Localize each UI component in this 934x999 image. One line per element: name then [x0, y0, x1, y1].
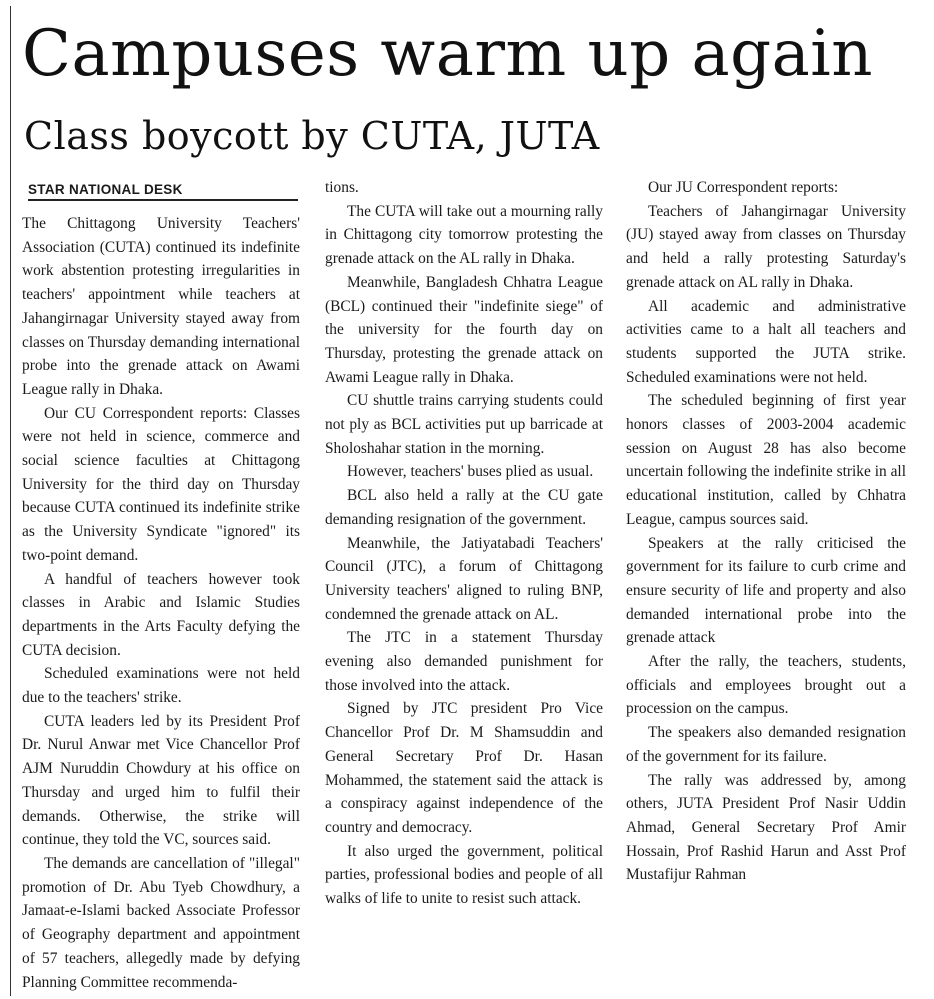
left-column-rule: [10, 6, 11, 996]
paragraph: Speakers at the rally criticised the government for its failure to curb crime and ensure security of life and property and also demanded international probe into the grenade attack: [626, 534, 906, 647]
paragraph: Teachers of Jahangirnagar University (JU) stayed away from classes on Thursday and held a rally protesting Saturday's grenade attack on AL rally in Dhaka.: [626, 202, 906, 291]
paragraph: The rally was addressed by, among others, JUTA President Prof Nasir Uddin Ahmad, General Secretary Prof Amir Hossain, Prof Rashid Harun and Asst Prof Mustafijur Rahman: [626, 771, 906, 884]
paragraph: BCL also held a rally at the CU gate demanding resignation of the government.: [325, 487, 603, 528]
paragraph: The CUTA will take out a mourning rally in Chittagong city tomorrow protesting the grenade attack on the AL rally in Dhaka.: [325, 202, 603, 268]
paragraph: All academic and administrative activities came to a halt all teachers and students supported the JUTA strike. Scheduled examinations were not held.: [626, 297, 906, 386]
paragraph: Scheduled examinations were not held due to the teachers' strike.: [22, 665, 300, 707]
paragraph: Signed by JTC president Pro Vice Chancellor Prof Dr. M Shamsuddin and General Secretary Prof Dr. Hasan Mohammed, the statement said the attack is a conspiracy against independence of the country and democracy.: [325, 700, 603, 836]
subheadline: Class boycott by CUTA, JUTA: [24, 114, 600, 158]
paragraph: CU shuttle trains carrying students could not ply as BCL activities put up barricade at Sholoshahar station in the morning.: [325, 392, 603, 457]
paragraph: The speakers also demanded resignation of the government for its failure.: [626, 724, 906, 765]
paragraph: However, teachers' buses plied as usual.: [347, 463, 594, 481]
paragraph: A handful of teachers however took classes in Arabic and Islamic Studies departments in the Arts Faculty defying the CUTA decision.: [22, 570, 300, 659]
paragraph: It also urged the government, political parties, professional bodies and people of all walks of life to unite to resist such attack.: [325, 842, 603, 908]
paragraph: The demands are cancellation of "illegal" promotion of Dr. Abu Tyeb Chowdhury, a Jamaat-e-Islami backed Associate Professor of Geography department and appointment of 57 teachers, allegedly made by defying Planning Committee recommenda-: [22, 854, 300, 991]
paragraph: Meanwhile, the Jatiyatabadi Teachers' Council (JTC), a forum of Chittagong University teachers' aligned to ruling BNP, condemned the grenade attack on AL.: [325, 534, 603, 623]
headline: Campuses warm up again: [22, 17, 873, 91]
paragraph: The scheduled beginning of first year honors classes of 2003-2004 academic session on August 28 has also become uncertain following the indefinite strike in all educational institution, called by Chhatra League, campus sources said.: [626, 392, 906, 528]
paragraph: CUTA leaders led by its President Prof Dr. Nurul Anwar met Vice Chancellor Prof AJM Nuruddin Chowdury at his office on Thursday and urged him to fulfil their demands. Otherwise, the strike will continue, they told the VC, sources said.: [22, 712, 300, 849]
paragraph: Meanwhile, Bangladesh Chhatra League (BCL) continued their "indefinite siege" of the university for the fourth day on Thursday, protesting the grenade attack on Awami League rally in Dhaka.: [325, 273, 603, 386]
paragraph: The Chittagong University Teachers' Association (CUTA) continued its indefinite work abstention protesting irregularities in teachers' appointment while teachers at Jahangirnagar University stayed away from classes on Thursday demanding international probe into the grenade attack on Awami League rally in Dhaka.: [22, 215, 300, 398]
paragraph: The JTC in a statement Thursday evening also demanded punishment for those involved into the attack.: [325, 629, 603, 694]
paragraph: tions.: [325, 179, 359, 196]
article-column-2: [325, 176, 603, 911]
paragraph: Our CU Correspondent reports: Classes were not held in science, commerce and social science faculties at Chittagong University for the third day on Thursday because CUTA continued its indefinite strike as the University Syndicate "ignored" its two-point demand.: [22, 404, 300, 564]
paragraph: Our JU Correspondent reports:: [648, 179, 839, 196]
byline: STAR NATIONAL DESK: [28, 182, 298, 201]
paragraph: After the rally, the teachers, students, officials and employees brought out a procession on the campus.: [626, 653, 906, 718]
article-column-3: [626, 176, 906, 887]
article-column-1: [22, 212, 300, 994]
